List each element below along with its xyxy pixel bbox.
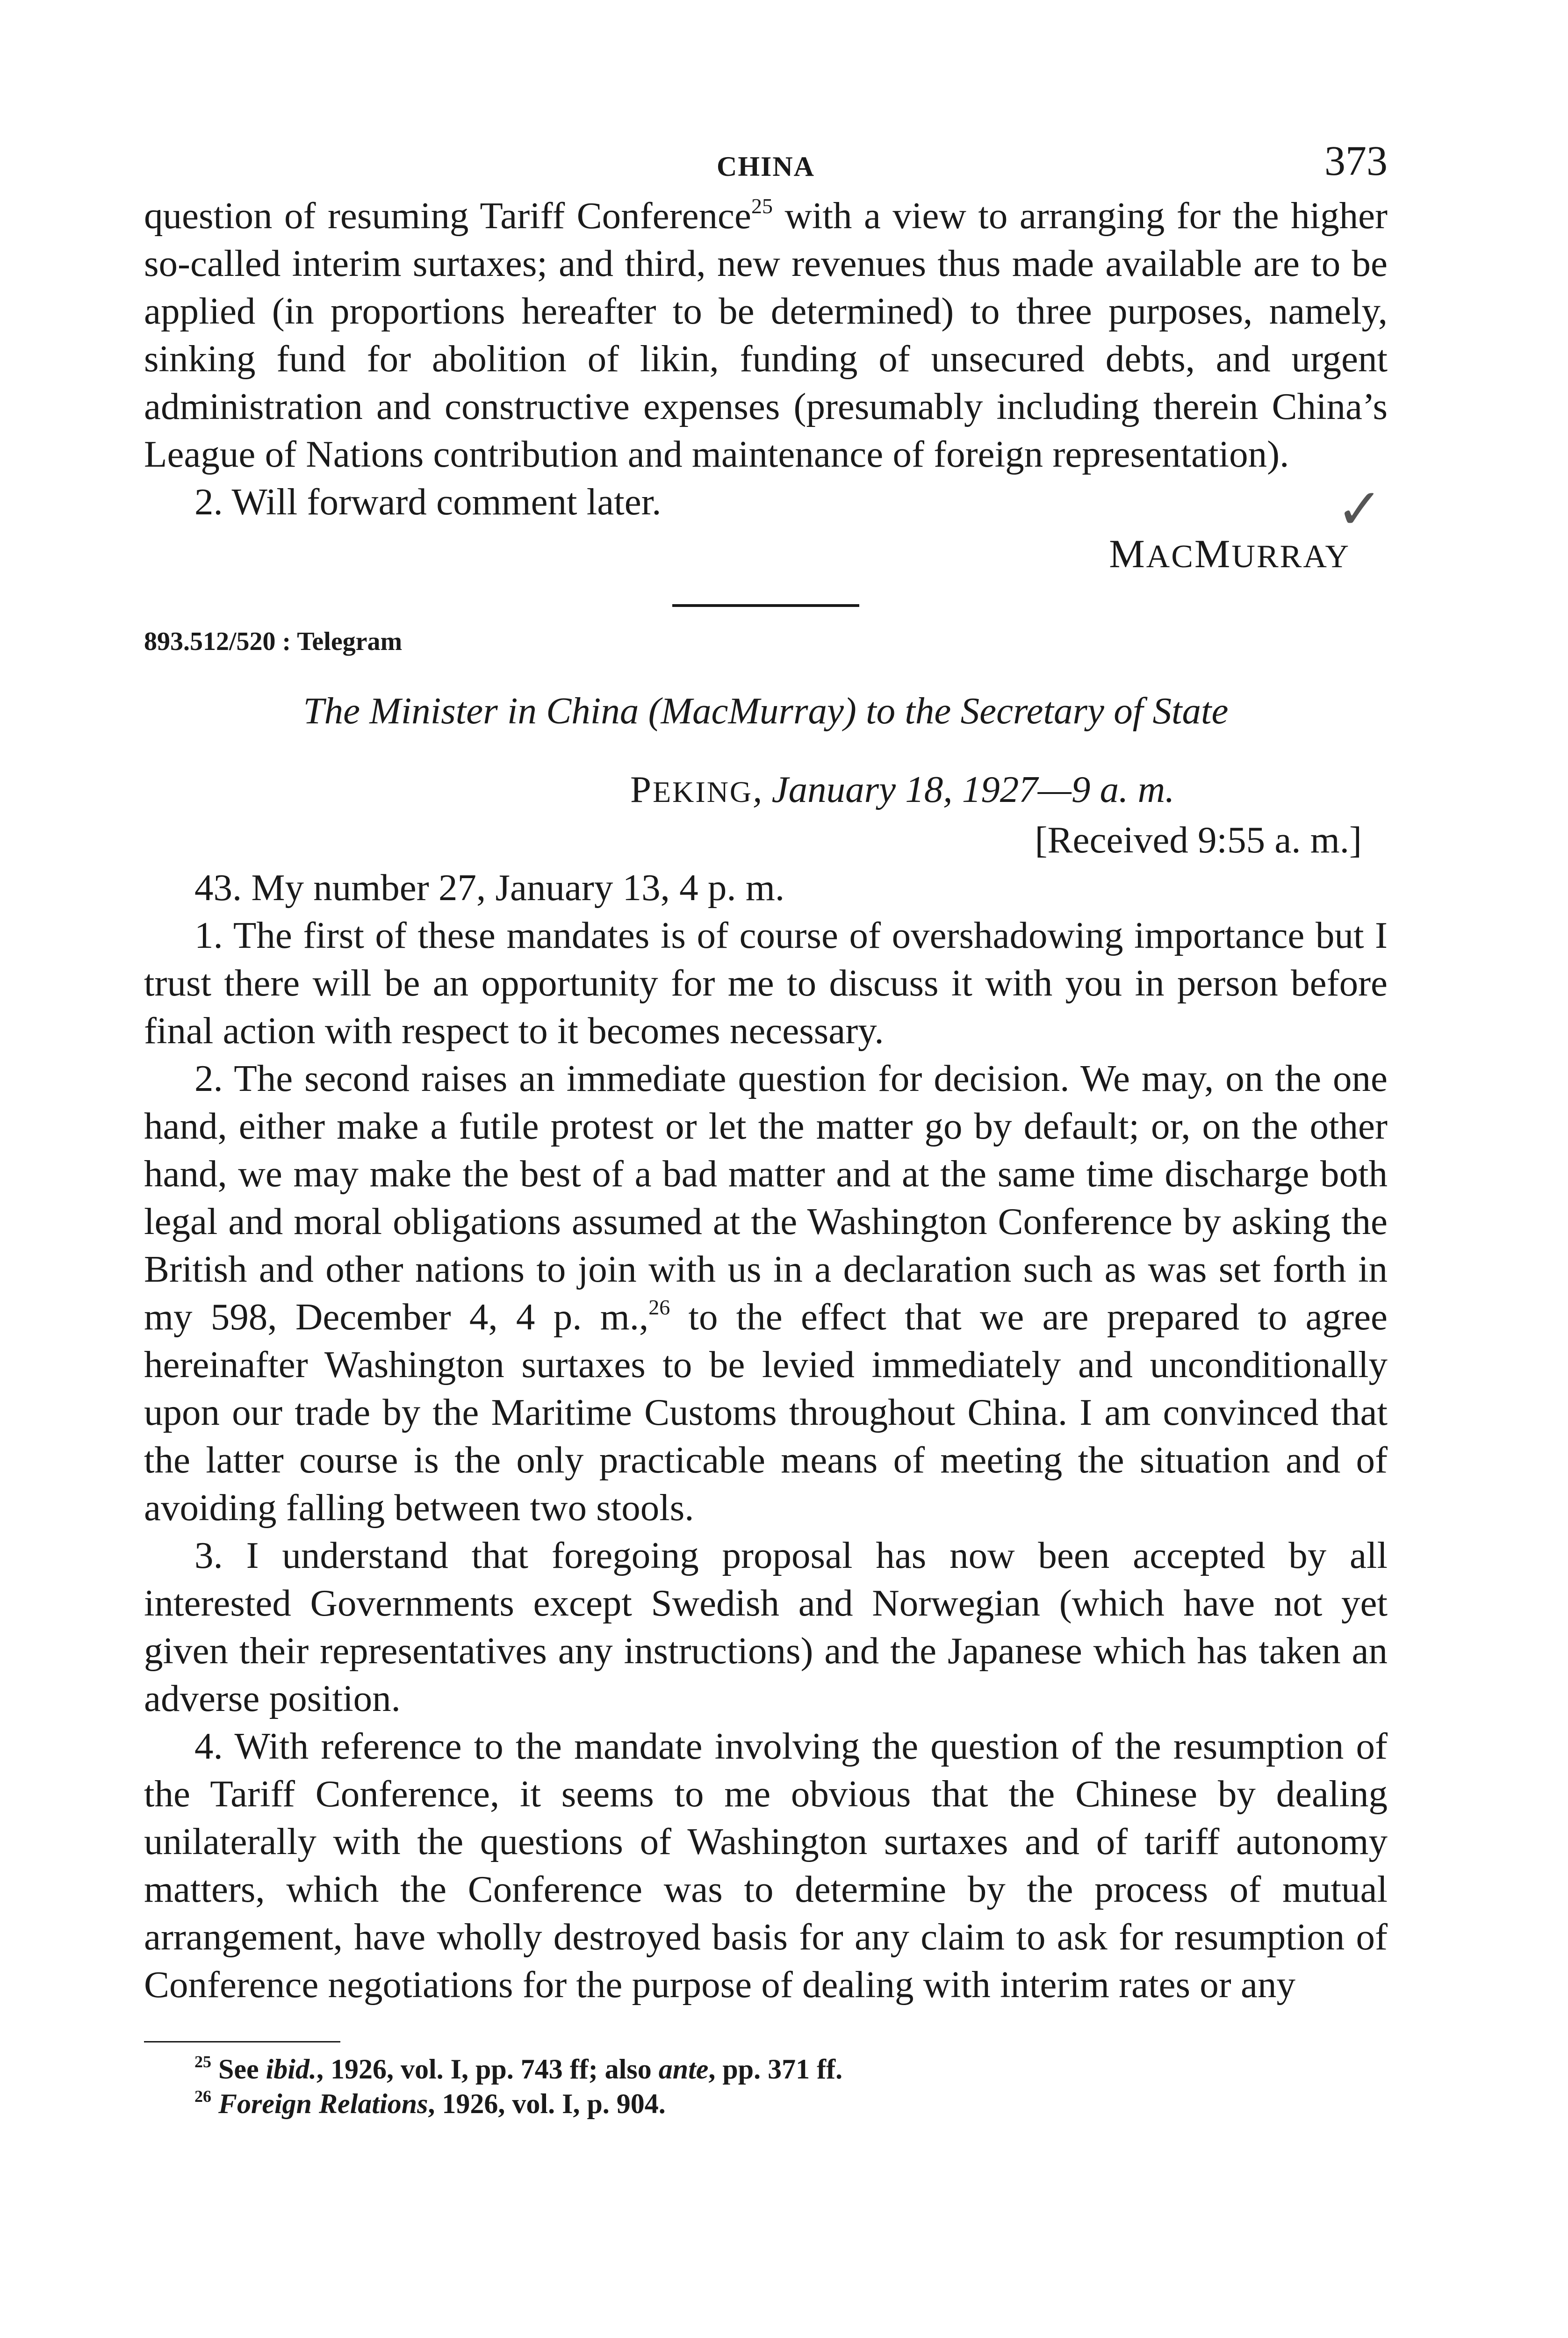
running-head: [144, 140, 1388, 192]
file-reference: 893.512/520 : Telegram: [144, 627, 403, 656]
place-initial: P: [630, 768, 653, 810]
footnote-26-ital: Foreign Relations: [218, 2088, 428, 2119]
footnote-rule: [144, 2041, 340, 2042]
footnote-25: [144, 2052, 1388, 2086]
signature-initial: M: [1109, 531, 1146, 576]
running-title: CHINA: [716, 151, 815, 182]
footnote-26-post: , 1926, vol. I, p. 904.: [428, 2088, 666, 2119]
footnote-25-number: 25: [194, 2052, 211, 2071]
section-separator: [672, 604, 859, 607]
footnote-25-ital: ibid.: [266, 2054, 316, 2085]
document-heading: The Minister in China (MacMurray) to the Secretary of State: [303, 690, 1229, 732]
footnote-ref-26: 26: [648, 1295, 670, 1319]
continuation-text-b: with a view to arranging for the higher so-called interim surtaxes; and third, new revenues thus made available are to be applied (in proportions hereafter to be determined) to three purposes, namely, sinking fund for abolition of likin, funding of unsecured debts, and urgent administration and constructive expenses (presumably including therein China’s League of Nations contribution and maintenance of foreign representation).: [144, 195, 1388, 475]
item-2: 2. Will forward comment later.: [194, 481, 662, 523]
paragraph-4: 4. With reference to the mandate involving the question of the resumption of the Tariff Conference, it seems to me obvious that the Chinese by dealing unilaterally with the questions of Washington surtaxes and of tariff autonomy matters, which the Conference was to determine by the process of mutual arrangement, have wholly destroyed basis for any claim to ask for resumption of Conference negotiations for the purpose of dealing with interim rates or any: [144, 1725, 1388, 2006]
paragraph-2-a: 2. The second raises an immediate question for decision. We may, on the one hand, either make a futile protest or let the matter go by default; or, on the other hand, we may make the best of a bad matter and at the same time discharge both legal and moral obligations assumed at the Washington Conference by asking the British and other nations to join with us in a declaration such as was set forth in my 598, December 4, 4 p. m.,: [144, 1057, 1388, 1338]
page-number: 373: [1324, 138, 1388, 184]
signature: [144, 530, 1350, 577]
footnote-26-number: 26: [194, 2087, 211, 2106]
dateline-place: [630, 768, 753, 810]
document-page: [144, 140, 1388, 2121]
paragraph-2-b: to the effect that we are prepared to agree hereinafter Washington surtaxes to be levied immediately and unconditionally upon our trade by the Maritime Customs throughout China. I am convinced that the latter course is the only practicable means of meeting the situation and of avoiding falling between two stools.: [144, 1296, 1388, 1529]
paragraph-1: 1. The first of these mandates is of course of overshadowing importance but I trust there will be an opportunity for me to discuss it with you in person before final action with respect to it becomes necessary.: [144, 914, 1388, 1052]
footnote-25-post-2: , pp. 371 ff.: [708, 2054, 843, 2085]
telegram-body: [144, 864, 1388, 2008]
paragraph-3: 3. I understand that foregoing proposal has now been accepted by all interested Governments except Swedish and Norwegian (which have not yet given their representatives any instructions) and the Japanese which has taken an adverse position.: [144, 1534, 1388, 1719]
margin-checkmark: ✓: [1336, 477, 1383, 542]
footnote-26: [144, 2086, 1388, 2121]
footnote-25-pre: See: [211, 2054, 266, 2085]
signature-rest-a: AC: [1146, 539, 1194, 575]
dateline: [144, 765, 1388, 816]
place-rest: EKING: [653, 775, 753, 808]
footnote-25-ital-2: ante: [658, 2054, 709, 2085]
footnote-ref-25: 25: [751, 194, 773, 218]
received-line: [Received 9:55 a. m.]: [1035, 819, 1362, 861]
continuation-text: [144, 192, 1388, 526]
signature-rest-b: URRAY: [1231, 539, 1350, 575]
footnote-25-post: , 1926, vol. I, pp. 743 ff; also: [316, 2054, 659, 2085]
dateline-date: , January 18, 1927—9 a. m.: [753, 768, 1175, 810]
paragraph-43: 43. My number 27, January 13, 4 p. m.: [194, 866, 785, 909]
continuation-paragraph: [144, 192, 1388, 478]
signature-initial-2: M: [1194, 531, 1232, 576]
paragraph-2: [144, 1054, 1388, 1531]
footnote-26-pre: [211, 2088, 218, 2119]
footnotes: [144, 2052, 1388, 2121]
continuation-text-a: question of resuming Tariff Conference: [144, 195, 751, 237]
